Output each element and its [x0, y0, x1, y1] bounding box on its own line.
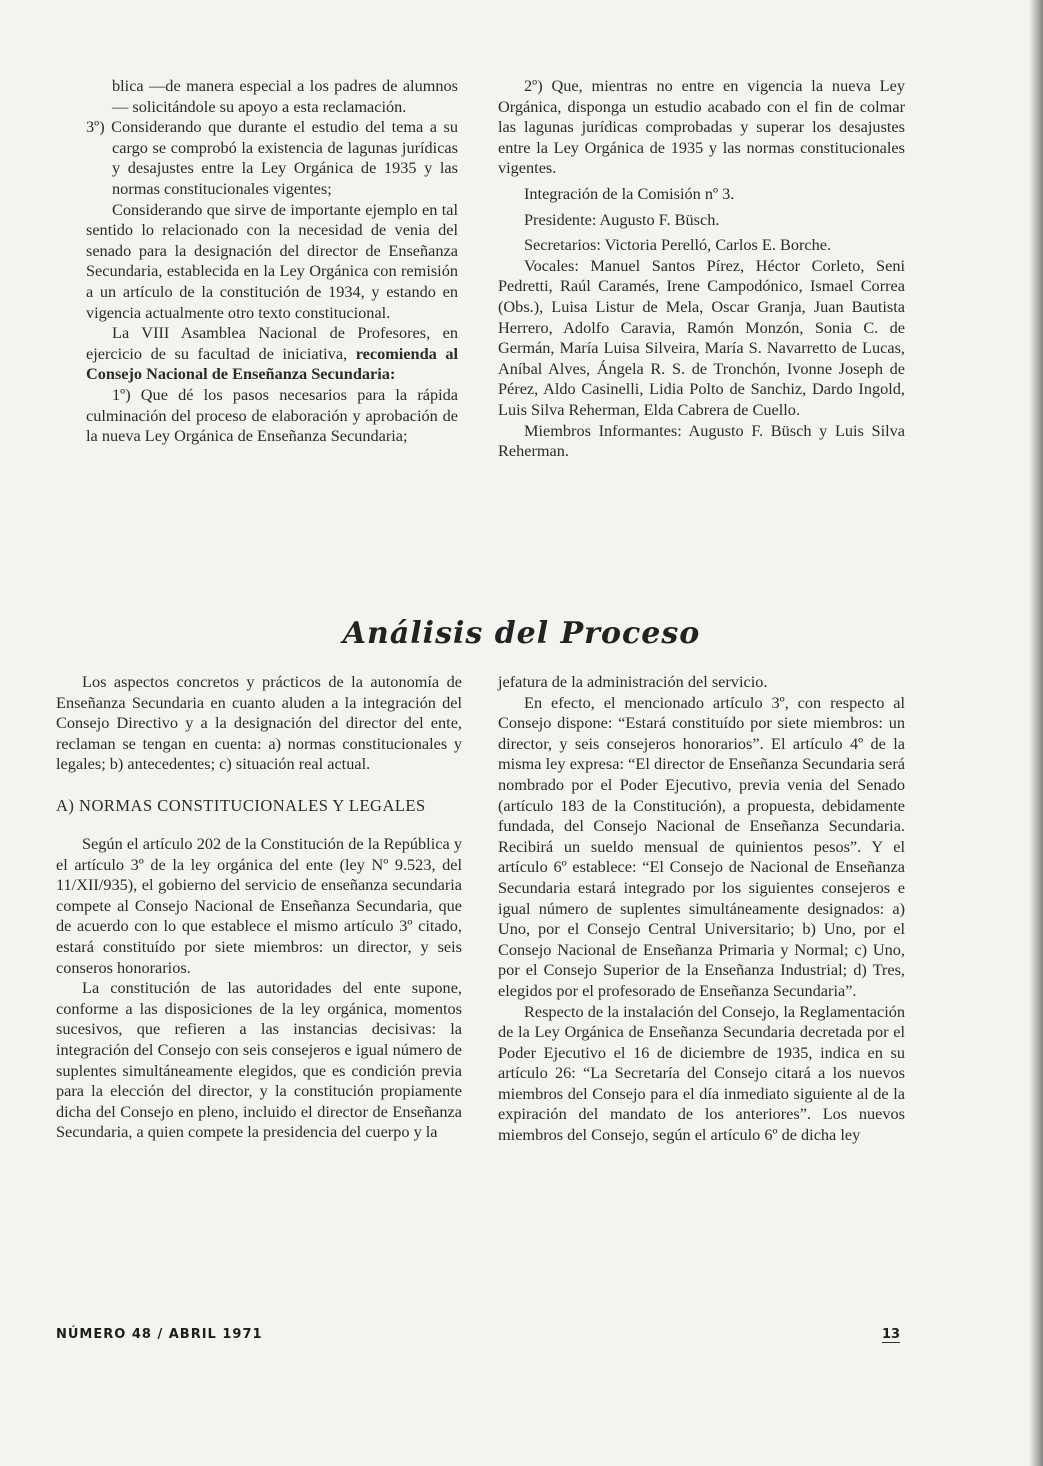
paragraph: 2º) Que, mientras no entre en vigencia la nueva Ley Orgánica, disponga un estudio acabado con el fin de colmar las lagunas jurídicas comprobadas y superar los desajustes entre la Ley Orgánica de 1935 y las normas constitucionales vigentes.	[498, 76, 905, 178]
bottom-right-column	[498, 672, 905, 1146]
paragraph: 3º) Considerando que durante el estudio del tema a su cargo se comprobó la existencia de lagunas jurídicas y desajustes entre la Ley Orgánica de 1935 y las normas constitucionales vigentes;	[86, 117, 458, 198]
president-line: Presidente: Augusto F. Büsch.	[524, 209, 720, 229]
paragraph: La constitución de las autoridades del ente supone, conforme a las disposiciones de la ley orgánica, momentos sucesivos, que refieren a las instancias decisivas: la integración del Consejo con seis consejeros e igual número de suplentes simultáneamente elegidos, que es condición previa para la elección del director, y la constitución propiamente dicha del Consejo en pleno, incluido el director de Enseñanza Secundaria, a quien compete la presidencia del cuerpo y la	[56, 978, 462, 1142]
bottom-left-column	[56, 672, 462, 1143]
bold-phrase: recomienda al Consejo Nacional de Enseñanza Secundaria:	[86, 343, 458, 384]
paragraph: Los aspectos concretos y prácticos de la autonomía de Enseñanza Secundaria en cuanto aluden a la integración del Consejo Directivo y a la designación del director del ente, reclaman se tengan en cuenta: a) normas constitucionales y legales; b) antecedentes; c) situación real actual.	[56, 672, 462, 774]
paragraph: Respecto de la instalación del Consejo, la Reglamentación de la Ley Orgánica de Enseñanza Secundaria decretada por el Poder Ejecutivo el 16 de diciembre de 1935, indica en su artículo 26: “La Secretaría del Consejo citará a los nuevos miembros del Consejo para el día inmediato siguiente al de la expiración del mandato de los anteriores”. Los nuevos miembros del Consejo, según el artículo 6º de dicha ley	[498, 1001, 905, 1145]
issue-footer: NÚMERO 48 / ABRIL 1971	[56, 1327, 263, 1342]
paragraph-text: La VIII Asamblea Nacional de Profesores, en ejercicio de su facultad de iniciativa,	[86, 323, 458, 363]
paragraph: Considerando que sirve de importante ejemplo en tal sentido lo relacionado con la necesidad de venia del senado para la designación del director de Enseñanza Secundaria, establecida en la Ley Orgánica con remisión a un artículo de la constitución de 1934, y estando en vigencia actualmente otro texto constitucional.	[86, 199, 458, 322]
secretaries-line: Secretarios: Victoria Perelló, Carlos E. Borche.	[524, 235, 832, 255]
commission-title: Integración de la Comisión nº 3.	[524, 183, 735, 203]
paragraph	[86, 323, 458, 385]
paragraph: blica —de manera especial a los padres de alumnos— solicitándole su apoyo a esta reclamación.	[112, 76, 458, 116]
subsection-heading: A) NORMAS CONSTITUCIONALES Y LEGALES	[56, 795, 426, 815]
paragraph: En efecto, el mencionado artículo 3º, con respecto al Consejo dispone: “Estará constituído por siete miembros: un director, y seis consejeros honorarios”. El artículo 4º de la misma ley expresa: “El director de Enseñanza Secundaria será nombrado por el Poder Ejecutivo, previa venia del Senado (artículo 183 de la Constitución), a propuesta, debidamente fundada, del Consejo Nacional de Enseñanza Secundaria. Recibirá un sueldo mensual de quinientos pesos”. Y el artículo 6º establece: “El Consejo de Nacional de Enseñanza Secundaria estará integrado por los siguientes consejeros e igual número de suplentes simultáneamente designados: a) Uno, por el Consejo Central Universitario; b) Uno, por el Consejo Nacional de Enseñanza Primaria y Normal; c) Uno, por el Consejo Superior de la Enseñanza Industrial; d) Tres, elegidos por el profesorado de Enseñanza Secundaria”.	[498, 692, 905, 1000]
paragraph: jefatura de la administración del servicio.	[498, 672, 768, 691]
members-list: Vocales: Manuel Santos Pírez, Héctor Corleto, Seni Pedretti, Raúl Caramés, Irene Campodónico, Ismael Correa (Obs.), Luisa Listur de Mela, Oscar Granja, Juan Bautista Herrero, Adolfo Caravia, Ramón Monzón, Sonia C. de Germán, María Luisa Silveira, María S. Navarretto de Lucas, Aníbal Alves, Ángela R. S. de Tronchón, Ivonne Joseph de Pérez, Aldo Casinelli, Lidia Polto de Sanchiz, Dardo Ingold, Luis Silva Reherman, Elda Cabrera de Cuello.	[498, 255, 905, 419]
top-left-column	[86, 76, 458, 447]
page-number: 13	[882, 1327, 901, 1342]
paragraph: 1º) Que dé los pasos necesarios para la rápida culminación del proceso de elaboración y aprobación de la nueva Ley Orgánica de Enseñanza Secundaria;	[86, 384, 458, 446]
paragraph: Según el artículo 202 de la Constitución de la República y el artículo 3º de la ley orgánica del ente (ley Nº 9.523, del 11/XII/935), el gobierno del servicio de enseñanza secundaria compete al Consejo Nacional de Enseñanza Secundaria, que de acuerdo con lo que establece el mismo artículo 3º citado, estará constituído por siete miembros: un director, y seis conseros honorarios.	[56, 833, 462, 977]
scan-shadow-edge	[1029, 0, 1043, 1466]
section-title: Análisis del Proceso	[342, 616, 701, 651]
top-right-column	[498, 76, 905, 462]
informants-line: Miembros Informantes: Augusto F. Büsch y Luis Silva Reherman.	[498, 420, 905, 461]
